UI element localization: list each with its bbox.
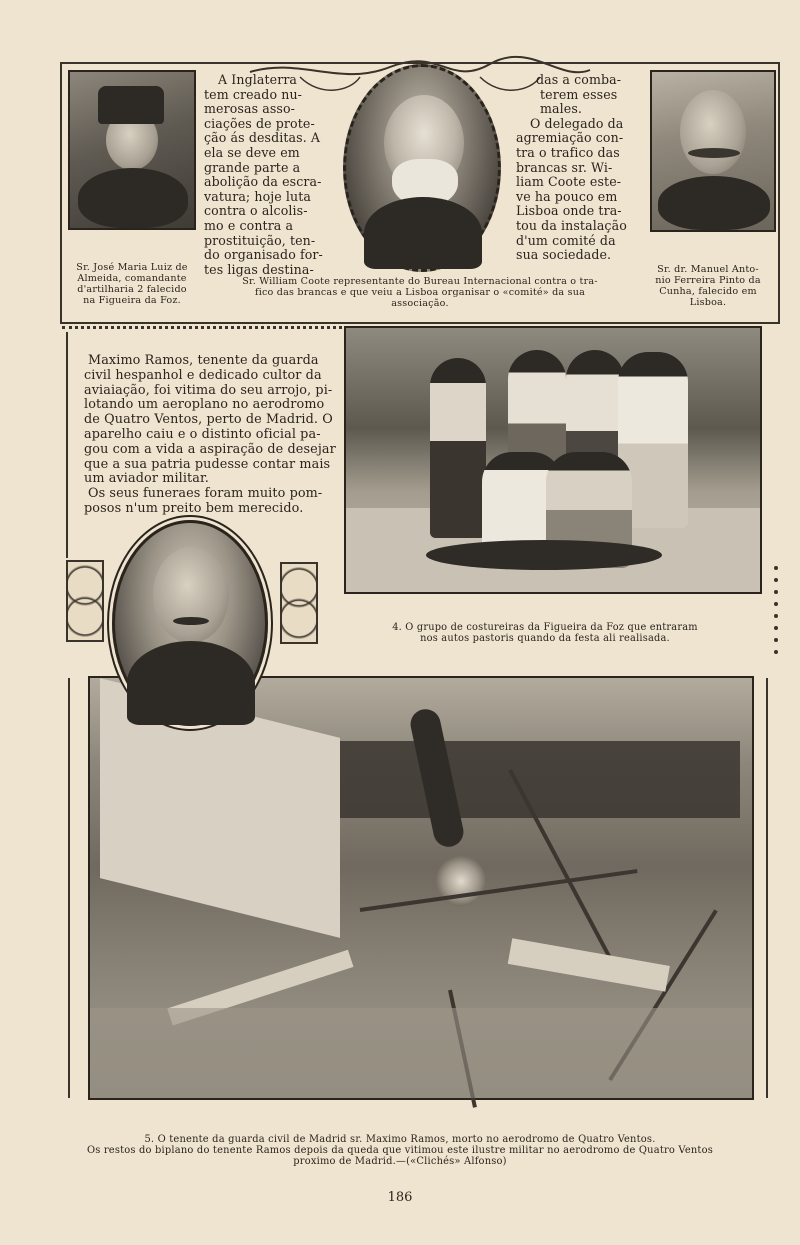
seamstresses-caption: 4. O grupo de costureiras da Figueira da Foz que entraram nos autos pastoris quando da festa ali realisada.: [392, 622, 698, 644]
portrait-almeida: [68, 70, 196, 230]
left-scroll-ornament: [66, 560, 104, 642]
ramos-article: Maximo Ramos, tenente da guarda civil hespanhol e dedicado cultor da aviaiação, foi vitima do seu arrojo, pi- lotando um aeroplano no aerodromo de Quatro Ventos, perto de Madrid. O aparelho caiu e o distinto oficial pa- gou com a vida a aspiração de desejar que a sua patria pudesse contar mais um aviador militar. Os seus funeraes foram muito pom- posos n'um preito bem merecido.: [84, 353, 336, 516]
wreckage-canvas-1: [508, 938, 670, 991]
cunha-moustache: [688, 148, 740, 158]
seamstresses-cloak: [426, 540, 662, 570]
ramos-face: [153, 547, 229, 643]
coote-coat: [364, 197, 482, 269]
article-right-column: das a comba- terem esses males. O delegado da agremiação con- tra o trafico das brancas sr. Wi- liam Coote este- ve ha pouco em Lisboa onde tra- tou da instalação d'um comité da sua sociedade.: [516, 72, 627, 263]
article-left-column: A Inglaterra tem creado nu- merosas asso- ciações de prote- ção ás desditas. A ela se deve em grande parte a abolição da escra- vatura; hoje luta contra o alcolis- mo e contra a prostituição, ten- do organisado for- tes ligas destina-: [204, 72, 323, 277]
cunha-uniform: [658, 176, 770, 230]
page-number: 186: [387, 1190, 413, 1205]
seamstress-1: [430, 358, 486, 538]
bottom-frame-left-rule: [68, 678, 70, 1098]
portrait-cunha: [650, 70, 776, 232]
middle-left-rule: [66, 332, 68, 558]
almeida-caption: Sr. José Maria Luiz de Almeida, comandante d'artilharia 2 falecido na Figueira da Foz.: [76, 262, 188, 306]
wreckage-ground: [90, 1008, 752, 1098]
photo-seamstresses: [344, 326, 762, 594]
middle-dotted-rule: [62, 326, 342, 329]
portrait-coote: [343, 64, 501, 272]
ramos-uniform: [127, 641, 255, 725]
almeida-cap: [98, 86, 164, 124]
ramos-moustache: [173, 617, 209, 625]
cunha-face: [680, 90, 746, 174]
bottom-frame-right-rule: [766, 678, 768, 1098]
right-scroll-ornament: [280, 562, 318, 644]
wreckage-caption: 5. O tenente da guarda civil de Madrid sr. Maximo Ramos, morto no aerodromo de Quatro Ventos. Os restos do biplano do tenente Ramos depois da queda que vitimou este ilustre militar no aerodromo de Quatro Ventos proximo de Madrid.—(«Clichés» Alfonso): [86, 1134, 714, 1168]
cunha-caption: Sr. dr. Manuel Anto- nio Ferreira Pinto da Cunha, falecido em Lisboa.: [655, 264, 761, 308]
coote-caption: Sr. William Coote representante do Bureau Internacional contra o tra- fico das brancas e que veiu a Lisboa organisar o «comité» da sua associação.: [242, 276, 598, 309]
top-frame-right-rule: [778, 62, 780, 324]
photo-biplane-wreckage: [88, 676, 754, 1100]
right-dotted-ornament: [768, 558, 784, 678]
top-frame-bottom-rule: [60, 322, 780, 324]
portrait-maximo-ramos: [112, 520, 268, 726]
almeida-uniform: [78, 168, 188, 228]
wreckage-strut-1: [360, 869, 638, 912]
